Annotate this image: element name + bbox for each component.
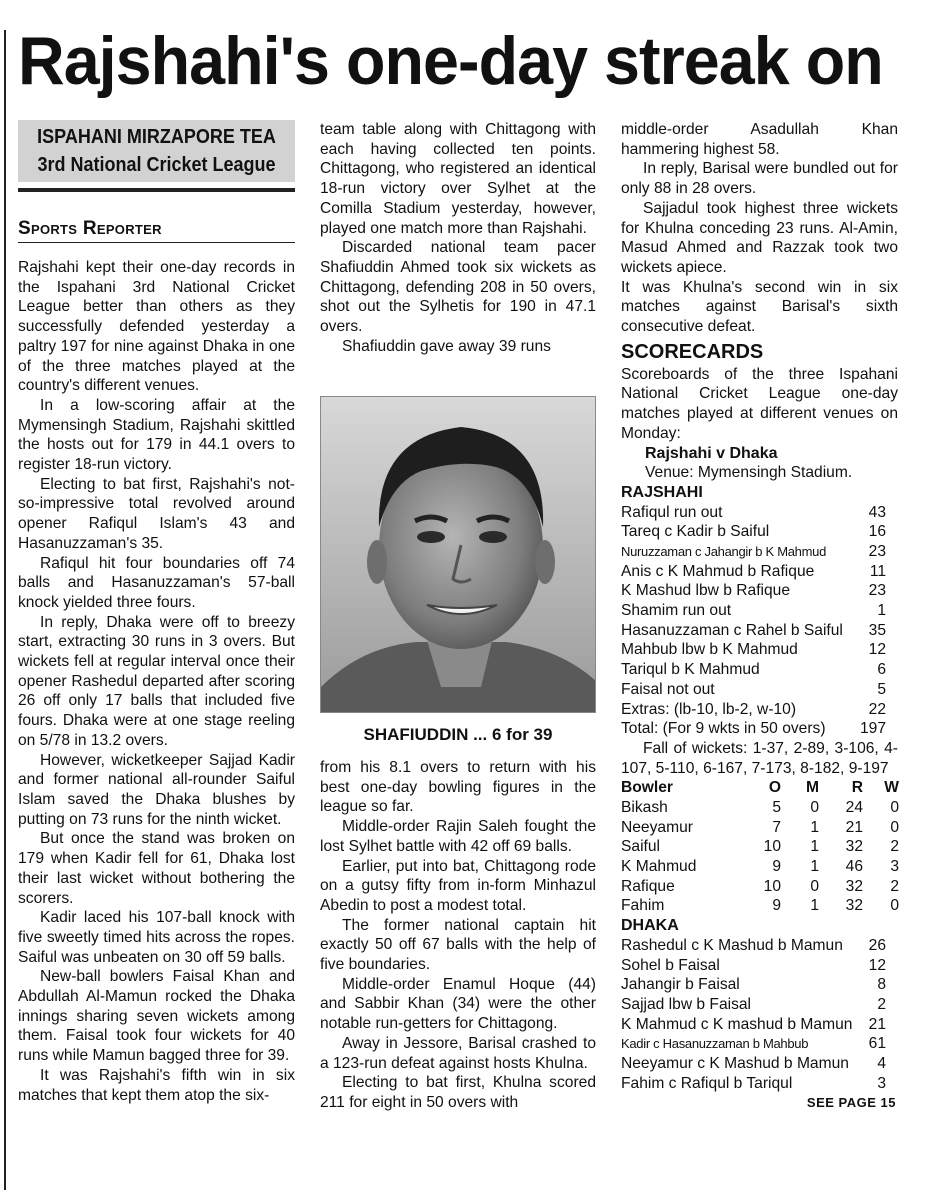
- wickets-header: W: [884, 779, 899, 797]
- batting-row: [621, 601, 898, 621]
- batting-row: [621, 660, 898, 680]
- maidens: 0: [810, 877, 819, 895]
- maidens: 1: [810, 818, 819, 836]
- paragraph: Middle-order Rajin Saleh fought the lost Sylhet battle with 42 off 69 balls.: [320, 818, 596, 855]
- bowling-row: [621, 857, 898, 877]
- batter-runs: 23: [868, 582, 886, 600]
- overs: 5: [772, 799, 781, 816]
- paragraph: New-ball bowlers Faisal Khan and Abdullah Al-Mamun rocked the Dhaka innings sharing seven wickets among them. Faisal took four wickets for 40 runs while Mamun bagged three for 39.: [18, 968, 295, 1065]
- maidens-header: M: [806, 779, 819, 797]
- paragraph: Discarded national team pacer Shafiuddin Ahmed took six wickets as Chittagong, defending 208 in 50 overs, shot out the Sylhetis for 190 in 47.1 overs.: [320, 239, 596, 336]
- overs: 10: [763, 877, 781, 895]
- maidens: 0: [810, 799, 819, 816]
- maidens: 1: [810, 858, 819, 876]
- batter-runs: 61: [868, 1035, 886, 1053]
- sponsor-box: [18, 120, 295, 182]
- batter-dismissal: Tariqul b K Mahmud: [621, 661, 760, 679]
- total-row: [621, 719, 898, 739]
- batter-runs: 6: [877, 661, 886, 679]
- article-column-2-top: [320, 120, 596, 356]
- runs-conceded: 32: [845, 838, 863, 856]
- batting-row: [621, 621, 898, 641]
- batter-runs: 2: [877, 995, 886, 1013]
- bowler-name: Fahim: [621, 897, 665, 915]
- batting-row: [621, 936, 898, 956]
- batting-row: [621, 975, 898, 995]
- paragraph: middle-order Asadullah Khan hammering highest 58.: [621, 121, 898, 158]
- paragraph: Shafiuddin gave away 39 runs: [342, 337, 551, 355]
- batter-dismissal: Tareq c Kadir b Saiful: [621, 523, 770, 541]
- batter-runs: 3: [877, 1074, 886, 1092]
- batting-row: [621, 503, 898, 523]
- batter-runs: 5: [877, 680, 886, 698]
- batter-dismissal: Jahangir b Faisal: [621, 976, 740, 994]
- wickets: 3: [890, 858, 899, 876]
- batter-runs: 26: [868, 936, 886, 954]
- bowler-name: Bikash: [621, 799, 668, 816]
- batting-row: [621, 1054, 898, 1074]
- runs-conceded: 24: [845, 799, 863, 816]
- batter-runs: 12: [868, 641, 886, 659]
- team-heading-rajshahi: RAJSHAHI: [621, 483, 703, 501]
- bowling-row: [621, 896, 898, 916]
- paragraph: The former national captain hit exactly 50 off 67 balls with the help of five boundaries.: [320, 916, 596, 974]
- paragraph: Earlier, put into bat, Chittagong rode on a gutsy fifty from in-form Minhazul Abedin to post a modest total.: [320, 857, 596, 914]
- bowling-row: [621, 818, 898, 838]
- bowling-card-rajshahi: [621, 778, 898, 916]
- batter-runs: 8: [877, 976, 886, 994]
- batter-dismissal: Sajjad lbw b Faisal: [621, 995, 752, 1013]
- batter-runs: 21: [868, 1015, 886, 1033]
- batting-row: [621, 680, 898, 700]
- article-column-2-bottom: [320, 758, 596, 1113]
- batter-dismissal: Faisal not out: [621, 680, 715, 698]
- batting-row: [621, 1074, 898, 1094]
- paragraph: In reply, Barisal were bundled out for only 88 in 28 overs.: [621, 160, 898, 198]
- overs-header: O: [768, 779, 781, 797]
- overs: 10: [763, 838, 781, 856]
- runs-conceded: 32: [845, 897, 863, 915]
- headline: Rajshahi's one-day streak on: [18, 23, 883, 99]
- runs-header: R: [851, 779, 863, 797]
- batter-dismissal: Shamim run out: [621, 602, 732, 620]
- sponsor-rule: [18, 188, 295, 192]
- extras-row: [621, 700, 898, 720]
- batter-runs: 11: [869, 562, 886, 580]
- paragraph: It was Rajshahi's fifth win in six matches that kept them atop the six-: [18, 1066, 295, 1104]
- batter-dismissal: K Mahmud c K mashud b Mamun: [621, 1015, 853, 1033]
- sponsor-line-1: ISPAHANI MIRZAPORE TEA: [37, 126, 276, 148]
- byline: [18, 218, 295, 243]
- batting-row: [621, 995, 898, 1015]
- batter-runs: 43: [868, 503, 886, 521]
- wickets: 0: [890, 799, 899, 816]
- runs-conceded: 21: [845, 818, 863, 836]
- batting-card-rajshahi: [621, 503, 898, 739]
- bowling-row: [621, 877, 898, 897]
- fall-of-wickets: Fall of wickets: 1-37, 2-89, 3-106, 4-107, 5-110, 6-167, 7-173, 8-182, 9-197: [621, 739, 898, 777]
- paragraph: team table along with Chittagong with each having collected ten points. Chittagong, who registered an identical 18-run victory over Sylhet at the Comilla Stadium yesterday, however, played one match more than Rajshahi.: [320, 121, 596, 237]
- extras-runs: 22: [868, 700, 886, 718]
- left-edge-rule: [4, 30, 6, 1190]
- batter-dismissal: Anis c K Mahmud b Rafique: [621, 562, 815, 580]
- bowler-name: Neeyamur: [621, 818, 693, 836]
- overs: 9: [772, 858, 781, 876]
- bowler-header: Bowler: [621, 779, 673, 797]
- batting-row: [621, 1034, 898, 1054]
- paragraph: But once the stand was broken on 179 when Kadir fell for 61, Dhaka lost their last wicket without bothering the scorers.: [18, 830, 295, 907]
- batter-dismissal: Rashedul c K Mashud b Mamun: [621, 936, 843, 954]
- overs: 9: [772, 897, 781, 915]
- player-photo: [320, 396, 596, 713]
- bowler-name: K Mahmud: [621, 858, 697, 876]
- match-venue: Venue: Mymensingh Stadium.: [645, 464, 853, 482]
- batter-dismissal: Kadir c Hasanuzzaman b Mahbub: [621, 1036, 809, 1052]
- batting-card-dhaka: [621, 936, 898, 1094]
- batter-dismissal: Hasanuzzaman c Rahel b Saiful: [621, 621, 843, 639]
- paragraph: Rafiqul hit four boundaries off 74 balls and Hasanuzzaman's 57-ball knock yielded three fours.: [18, 554, 295, 611]
- paragraph: Sajjadul took highest three wickets for Khulna conceding 23 runs. Al-Amin, Masud Ahmed and Razzak took two wickets apiece.: [621, 199, 898, 276]
- paragraph: In reply, Dhaka were off to breezy start, extracting 30 runs in 3 overs. But wickets fell at regular interval once their opener Rashedul departed after scoring 26 off only 17 balls that included five fours. Dhaka were at one stage reeling on 5/78 in 13.2 overs.: [18, 613, 295, 749]
- paragraph: Rajshahi kept their one-day records in the Ispahani 3rd National Cricket League better than others as they successfully defended yesterday a paltry 197 for nine against Dhaka in one of the three matches played at the country's different venues.: [18, 259, 295, 395]
- batting-row: [621, 581, 898, 601]
- batter-dismissal: Nuruzzaman c Jahangir b K Mahmud: [621, 544, 827, 560]
- bowling-row: [621, 837, 898, 857]
- byline-text: Sports Reporter: [18, 218, 162, 239]
- paragraph: Kadir laced his 107-ball knock with five sweetly timed hits across the ropes. Saiful was unbeaten on 30 off 59 balls.: [18, 909, 295, 966]
- scorecards-intro: Scoreboards of the three Ispahani National Cricket League one-day matches played at different venues on Monday:: [621, 365, 898, 442]
- batter-dismissal: Fahim c Rafiqul b Tariqul: [621, 1074, 793, 1092]
- wickets: 0: [890, 897, 899, 915]
- bowler-name: Saiful: [621, 838, 661, 856]
- article-column-3: [621, 120, 898, 1113]
- wickets: 0: [890, 818, 899, 836]
- article-column-1: [18, 258, 295, 1105]
- bowling-header-row: [621, 778, 898, 798]
- batter-runs: 4: [877, 1054, 886, 1072]
- batting-row: [621, 956, 898, 976]
- batter-dismissal: Rafiqul run out: [621, 503, 723, 521]
- batter-runs: 23: [868, 543, 886, 561]
- maidens: 1: [810, 897, 819, 915]
- paragraph: Middle-order Enamul Hoque (44) and Sabbir Khan (34) were the other notable run-getters for Chittagong.: [320, 975, 596, 1033]
- sponsor-line-2: 3rd National Cricket League: [37, 154, 276, 176]
- paragraph: In a low-scoring affair at the Mymensingh Stadium, Rajshahi skittled the hosts out for 179 in 44.1 overs to register 18-run victory.: [18, 396, 295, 474]
- maidens: 1: [810, 838, 819, 856]
- batter-dismissal: Sohel b Faisal: [621, 956, 720, 974]
- scorecards-heading: SCORECARDS: [621, 340, 764, 363]
- batter-dismissal: Neeyamur c K Mashud b Mamun: [621, 1054, 849, 1072]
- batter-runs: 12: [868, 956, 886, 974]
- runs-conceded: 46: [845, 858, 863, 876]
- runs-conceded: 32: [845, 877, 863, 895]
- total-runs: 197: [859, 720, 886, 738]
- match-title: Rajshahi v Dhaka: [645, 444, 778, 462]
- batter-runs: 16: [868, 523, 886, 541]
- paragraph: from his 8.1 overs to return with his best one-day bowling figures in the league so far.: [320, 759, 596, 816]
- overs: 7: [772, 818, 781, 836]
- extras-label: Extras: (lb-10, lb-2, w-10): [621, 700, 797, 718]
- batter-dismissal: Mahbub lbw b K Mahmud: [621, 641, 798, 659]
- batter-runs: 1: [877, 602, 886, 620]
- batter-dismissal: K Mashud lbw b Rafique: [621, 582, 791, 600]
- bowler-name: Rafique: [621, 877, 675, 895]
- batting-row: [621, 562, 898, 582]
- batter-runs: 35: [868, 621, 886, 639]
- batting-row: [621, 522, 898, 542]
- paragraph: Electing to bat first, Rajshahi's not-so-impressive total revolved around opener Rafiqul Islam's 43 and Hasanuzzaman's 35.: [18, 475, 295, 552]
- batting-row: [621, 1015, 898, 1035]
- photo-caption: SHAFIUDDIN ... 6 for 39: [363, 725, 553, 744]
- total-label: Total: (For 9 wkts in 50 overs): [621, 720, 826, 738]
- paragraph: Away in Jessore, Barisal crashed to a 123-run defeat against hosts Khulna.: [320, 1034, 596, 1072]
- paragraph: It was Khulna's second win in six matches against Barisal's sixth consecutive defeat.: [621, 278, 898, 336]
- team-heading-dhaka: DHAKA: [621, 917, 679, 935]
- wickets: 2: [890, 838, 899, 856]
- portrait-image: [321, 397, 596, 713]
- paragraph: However, wicketkeeper Sajjad Kadir and former national all-rounder Saiful Islam saved the Dhaka blushes by putting on 73 runs for the ninth wicket.: [18, 751, 295, 828]
- wickets: 2: [890, 877, 899, 895]
- paragraph: Electing to bat first, Khulna scored 211 for eight in 50 overs with: [320, 1074, 596, 1111]
- batting-row: [621, 640, 898, 660]
- batting-row: [621, 542, 898, 562]
- continued-page-reference[interactable]: SEE PAGE 15: [806, 1095, 896, 1111]
- bowling-row: [621, 798, 898, 818]
